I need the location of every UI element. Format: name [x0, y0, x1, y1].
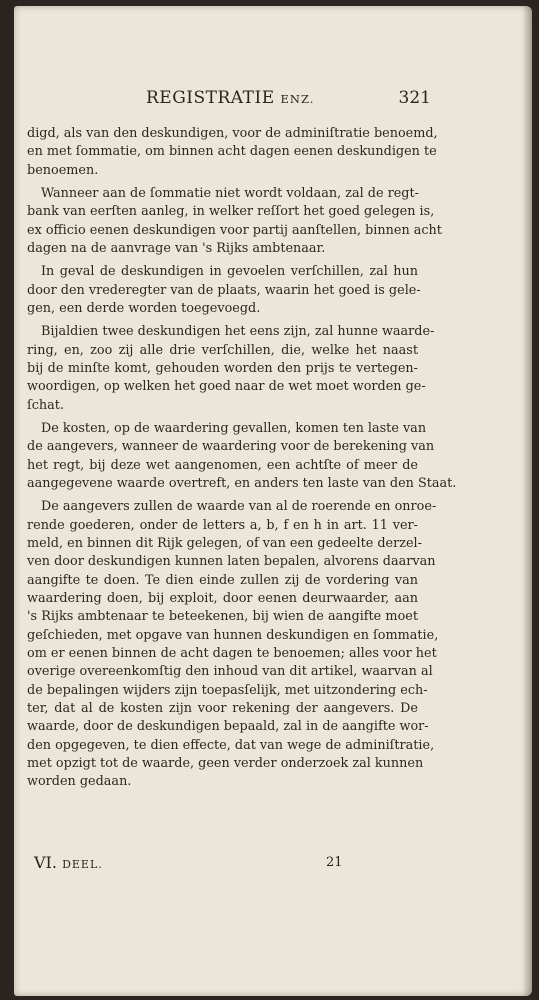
- text-line: aangifte te doen. Te dien einde zullen zij de vordering van: [27, 572, 418, 588]
- text-line: ſchat.: [27, 397, 64, 413]
- running-title-small: ENZ.: [280, 92, 315, 106]
- text-line: 's Rijks ambtenaar te beteekenen, bij wien de aangifte moet: [27, 609, 418, 625]
- running-title: [146, 88, 314, 108]
- text-line: In geval de deskundigen in gevoelen verſchillen, zal hun: [41, 264, 418, 280]
- body-text: [27, 125, 457, 791]
- text-line: dagen na de aanvrage van 's Rijks ambtenaar.: [27, 240, 326, 256]
- text-line: door den vrederegter van de plaats, waarin het goed is gele-: [27, 282, 421, 298]
- text-line: worden gedaan.: [27, 774, 132, 790]
- text-line: ex officio eenen deskundigen voor partij aanſtellen, binnen acht: [27, 222, 442, 238]
- text-line: waarde, door de deskundigen bepaald, zal in de aangifte wor-: [27, 719, 429, 735]
- paragraph: [27, 498, 439, 791]
- text-line: woordigen, op welken het goed naar de wet moet worden ge-: [27, 379, 426, 395]
- paragraph: [27, 263, 421, 318]
- text-line: en met ſommatie, om binnen acht dagen eenen deskundigen te: [27, 144, 437, 160]
- text-line: ven door deskundigen kunnen laten bepalen, alvorens daarvan: [27, 554, 436, 570]
- text-line: met opzigt tot de waarde, geen verder onderzoek zal kunnen: [27, 755, 424, 771]
- paragraph: [27, 420, 457, 493]
- paragraph: [27, 125, 438, 180]
- text-line: bij de minſte komt, gehouden worden den prijs te vertegen-: [27, 360, 418, 376]
- text-line: bank van eerſten aanleg, in welker reſſort het goed gelegen is,: [27, 204, 435, 220]
- text-line: ter, dat al de kosten zijn voor rekening der aangevers. De: [27, 700, 418, 716]
- text-line: waardering doen, bij exploit, door eenen deurwaarder, aan: [27, 590, 418, 606]
- book-page: [14, 6, 532, 996]
- text-line: De aangevers zullen de waarde van al de roerende en onroe-: [41, 499, 437, 515]
- text-line: meld, en binnen dit Rijk gelegen, of van een gedeelte derzel-: [27, 535, 422, 551]
- text-line: ring, en, zoo zij alle drie verſchillen, die, welke het naast: [27, 342, 418, 358]
- signature-number: 21: [326, 855, 343, 870]
- text-line: De kosten, op de waardering gevallen, komen ten laste van: [41, 420, 427, 436]
- text-line: geſchieden, met opgave van hunnen deskundigen en ſommatie,: [27, 627, 439, 643]
- text-line: den opgegeven, te dien effecte, dat van wege de adminiſtratie,: [27, 737, 435, 753]
- text-line: de bepalingen wijders zijn toepasſelijk, met uitzondering ech-: [27, 682, 428, 698]
- text-line: Wanneer aan de ſommatie niet wordt voldaan, zal de regt-: [41, 185, 419, 201]
- text-line: rende goederen, onder de letters a, b, f en h in art. 11 ver-: [27, 517, 418, 533]
- paragraph: [27, 323, 435, 415]
- text-line: om er eenen binnen de acht dagen te benoemen; alles voor het: [27, 645, 437, 661]
- text-line: de aangevers, wanneer de waardering voor de berekening van: [27, 439, 435, 455]
- text-line: gen, een derde worden toegevoegd.: [27, 300, 261, 316]
- signature-part: DEEL.: [62, 858, 103, 871]
- page-number: 321: [398, 88, 431, 108]
- signature-volume: VI.: [34, 853, 57, 872]
- text-line: aangegevene waarde overtreft, en anders ten laste van den Staat.: [27, 475, 457, 491]
- text-line: Bijaldien twee deskundigen het eens zijn, zal hunne waarde-: [41, 324, 435, 340]
- text-line: benoemen.: [27, 162, 99, 178]
- running-title-main: REGISTRATIE: [146, 88, 275, 108]
- paragraph: [27, 185, 442, 258]
- text-line: digd, als van den deskundigen, voor de adminiſtratie benoemd,: [27, 126, 438, 141]
- text-line: het regt, bij deze wet aangenomen, een achtſte of meer de: [27, 457, 418, 473]
- signature-mark: [34, 853, 103, 872]
- text-line: overige overeenkomſtig den inhoud van dit artikel, waarvan al: [27, 664, 433, 680]
